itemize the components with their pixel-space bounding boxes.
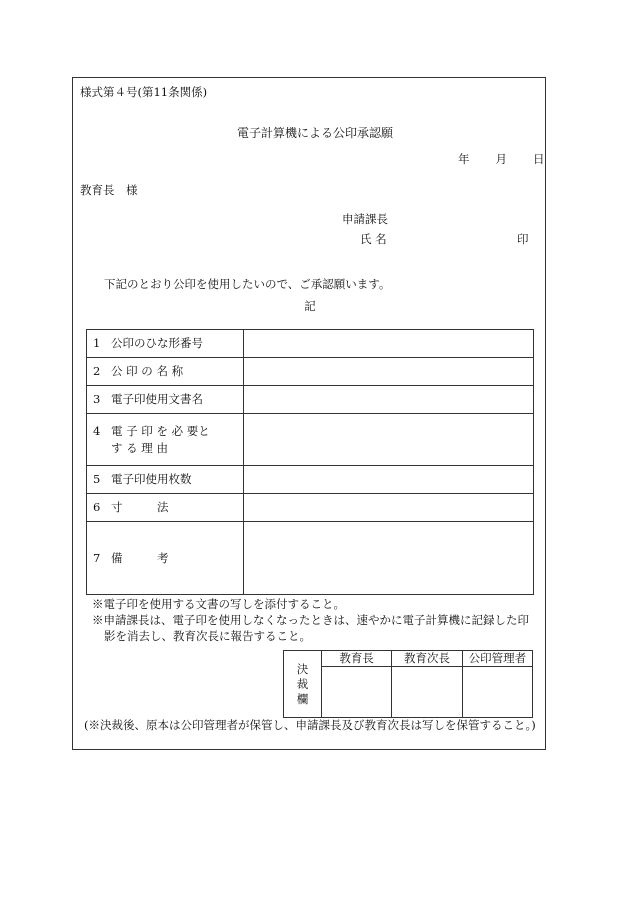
decision-header: 公印管理者 <box>462 651 532 667</box>
ki-heading: 記 <box>304 299 316 313</box>
item-value-field[interactable] <box>244 414 534 466</box>
table-row <box>87 358 534 386</box>
item-value-field[interactable] <box>244 522 534 595</box>
item-value-field[interactable] <box>244 330 534 358</box>
decision-header: 教育次長 <box>392 651 462 667</box>
item-label: 5 電子印使用枚数 <box>87 466 244 494</box>
item-label: 6 寸 法 <box>87 494 244 522</box>
form-id: 様式第４号(第11条関係) <box>80 85 208 99</box>
decision-header-row <box>284 651 533 667</box>
request-text: 下記のとおり公印を使用したいので、ご承認願います。 <box>104 277 391 291</box>
note-deletion: ※申請課長は、電子印を使用しなくなったときは、速やかに電子計算機に記録した印 <box>92 613 529 627</box>
date-year: 年 <box>458 152 470 166</box>
item-label: 7 備 考 <box>87 522 244 595</box>
date-month: 月 <box>495 152 507 166</box>
item-value-field[interactable] <box>244 466 534 494</box>
decision-table <box>283 650 533 718</box>
applicant-name-label: 氏 名 <box>360 232 387 246</box>
footer-note: (※決裁後、原本は公印管理者が保管し、申請課長及び教育次長は写しを保管すること。) <box>84 718 536 732</box>
decision-header: 教育長 <box>322 651 392 667</box>
seal-mark: 印 <box>517 232 529 246</box>
date-day: 日 <box>533 152 545 166</box>
decision-sign-cell[interactable] <box>462 667 532 718</box>
table-row <box>87 330 534 358</box>
table-row <box>87 522 534 595</box>
decision-side-label: 決 裁 欄 <box>284 651 322 718</box>
table-row <box>87 414 534 466</box>
applicant-title: 申請課長 <box>342 212 388 226</box>
table-row <box>87 466 534 494</box>
item-value-field[interactable] <box>244 494 534 522</box>
items-table <box>86 329 534 595</box>
item-value-field[interactable] <box>244 386 534 414</box>
date-line <box>458 153 545 167</box>
note-deletion-cont: 影を消去し、教育次長に報告すること。 <box>104 629 311 643</box>
item-label: 3 電子印使用文書名 <box>87 386 244 414</box>
form-title: 電子計算機による公印承認願 <box>236 126 393 140</box>
item-value-field[interactable] <box>244 358 534 386</box>
decision-sign-row <box>284 667 533 718</box>
table-row <box>87 386 534 414</box>
item-label: 2 公 印 の 名 称 <box>87 358 244 386</box>
note-attachment: ※電子印を使用する文書の写しを添付すること。 <box>92 597 345 611</box>
decision-sign-cell[interactable] <box>322 667 392 718</box>
item-label: 4 電 子 印 を 必 要と す る 理 由 <box>87 414 244 466</box>
item-label: 1 公印のひな形番号 <box>87 330 244 358</box>
decision-sign-cell[interactable] <box>392 667 462 718</box>
addressee: 教育長 様 <box>80 183 138 197</box>
table-row <box>87 494 534 522</box>
